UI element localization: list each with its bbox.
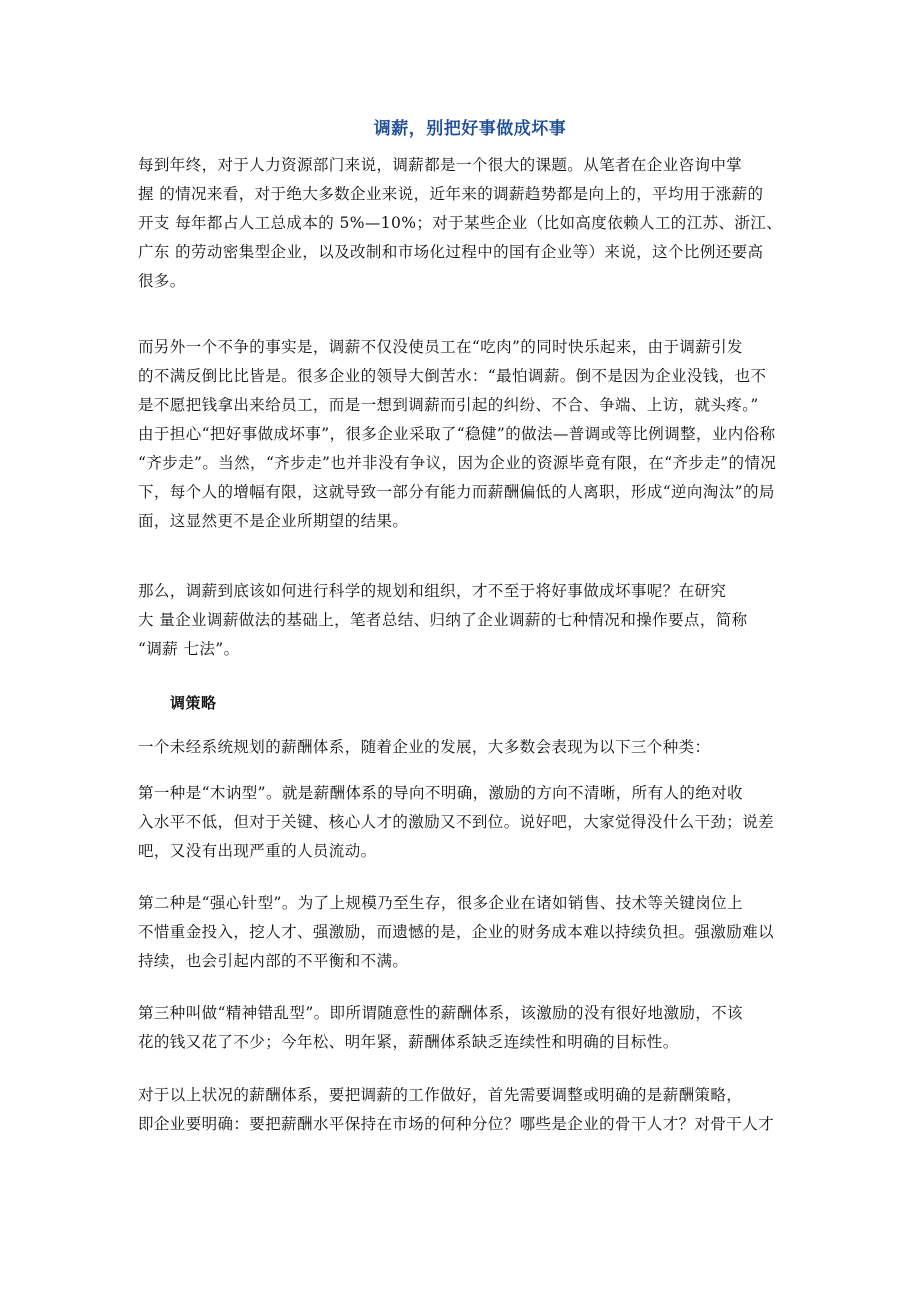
section-heading: 调策略 bbox=[170, 694, 217, 712]
paragraph-type-two bbox=[138, 889, 798, 976]
text-line: 不惜重金投入，挖人才、强激励，而遗憾的是，企业的财务成本难以持续负担。强激励难以 bbox=[138, 923, 775, 941]
text-line: 对于以上状况的薪酬体系，要把调薪的工作做好，首先需要调整或明确的是薪酬策略， bbox=[138, 1086, 743, 1104]
text-line: 每到年终，对于人力资源部门来说，调薪都是一个很大的课题。从笔者在企业咨询中掌 bbox=[138, 156, 743, 174]
text-line: 面，这显然更不是企业所期望的结果。 bbox=[138, 512, 409, 530]
text-line: 持续，也会引起内部的不平衡和不满。 bbox=[138, 952, 409, 970]
text-line: 花的钱又花了不少；今年松、明年紧，薪酬体系缺乏连续性和明确的目标性。 bbox=[138, 1033, 679, 1051]
text-line: 很多。 bbox=[138, 272, 186, 290]
text-line: 第一种是“木讷型”。就是薪酬体系的导向不明确，激励的方向不清晰，所有人的绝对收 bbox=[138, 784, 743, 802]
paragraph-strategy bbox=[138, 1081, 798, 1139]
text-line: 广东 的劳动密集型企业，以及改制和市场化过程中的国有企业等）来说，这个比例还要高 bbox=[138, 243, 764, 261]
text-line: 下，每个人的增幅有限，这就导致一部分有能力而薪酬偏低的人离职，形成“逆向淘汰”的局 bbox=[138, 483, 775, 501]
text-line: 是不愿把钱拿出来给员工，而是一想到调薪而引起的纠纷、不合、争端、上访，就头疼。” bbox=[138, 396, 759, 414]
text-line: 第三种叫做“精神错乱型”。即所谓随意性的薪酬体系，该激励的没有很好地激励，不该 bbox=[138, 1004, 743, 1022]
text-line: 即企业要明确：要把薪酬水平保持在市场的何种分位？哪些是企业的骨干人才？对骨干人才 bbox=[138, 1115, 775, 1133]
text-line: 而另外一个不争的事实是，调薪不仅没使员工在“吃肉”的同时快乐起来，由于调薪引发 bbox=[138, 338, 743, 356]
text-line: 第二种是“强心针型”。为了上规模乃至生存，很多企业在诸如销售、技术等关键岗位上 bbox=[138, 894, 743, 912]
text-line: 大 量企业调薪做法的基础上，笔者总结、归纳了企业调薪的七种情况和操作要点，简称 bbox=[138, 611, 748, 629]
paragraph-intro bbox=[138, 151, 798, 296]
text-line: 吧，又没有出现严重的人员流动。 bbox=[138, 842, 377, 860]
text-line: “调薪 七法”。 bbox=[138, 640, 240, 658]
text-line: 一个未经系统规划的薪酬体系，随着企业的发展，大多数会表现为以下三个种类： bbox=[138, 738, 711, 756]
paragraph-types-intro bbox=[138, 733, 798, 762]
text-line: 入水平不低，但对于关键、核心人才的激励又不到位。说好吧，大家觉得没什么干劲；说差 bbox=[138, 813, 775, 831]
text-line: “齐步走”。当然，“齐步走”也并非没有争议，因为企业的资源毕竟有限，在“齐步走”的情况 bbox=[138, 454, 777, 472]
text-line: 由于担心“把好事做成坏事”，很多企业采取了“稳健”的做法—普调或等比例调整，业内俗称 bbox=[138, 425, 776, 443]
paragraph-fact bbox=[138, 333, 798, 536]
paragraph-type-three bbox=[138, 999, 798, 1057]
paragraph-type-one bbox=[138, 779, 798, 866]
text-line: 的不满反倒比比皆是。很多企业的领导大倒苦水：“最怕调薪。倒不是因为企业没钱，也不 bbox=[138, 367, 767, 385]
text-line: 握 的情况来看，对于绝大多数企业来说，近年来的调薪趋势都是向上的，平均用于涨薪的 bbox=[138, 185, 764, 203]
text-line: 那么，调薪到底该如何进行科学的规划和组织，才不至于将好事做成坏事呢？在研究 bbox=[138, 582, 727, 600]
text-line: 开支 每年都占人工总成本的 5%—10%；对于某些企业（比如高度依赖人工的江苏、浙江、 bbox=[138, 214, 783, 232]
document-title: 调薪，别把好事做成坏事 bbox=[373, 119, 567, 139]
paragraph-methods bbox=[138, 577, 798, 664]
